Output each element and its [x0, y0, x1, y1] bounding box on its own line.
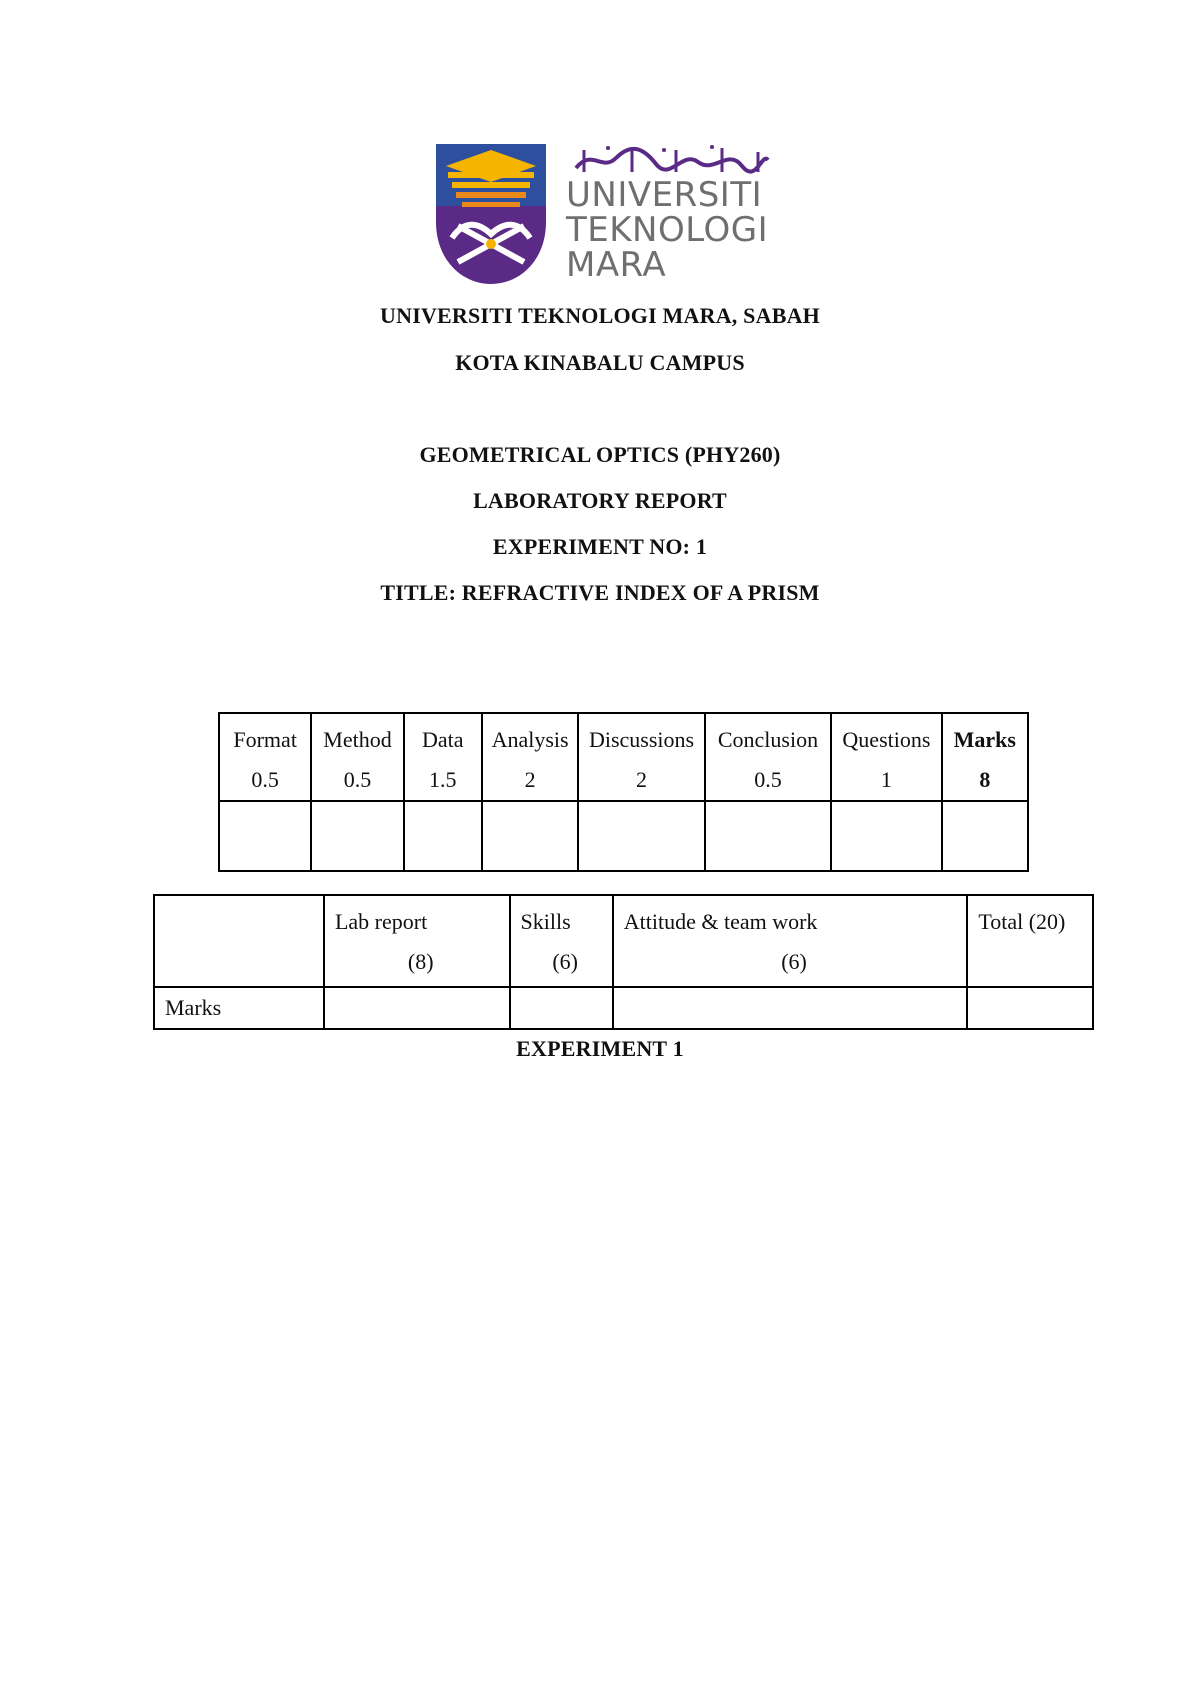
rubric-score-row — [219, 801, 1028, 871]
score-cell — [311, 801, 403, 871]
rubric-cell-data: Data 1.5 — [404, 713, 482, 801]
score-cell — [967, 987, 1093, 1029]
summary-blank-cell — [154, 895, 324, 987]
rubric-cell-conclusion: Conclusion 0.5 — [705, 713, 831, 801]
summary-lab-report: Lab report (8) — [324, 895, 510, 987]
score-cell — [705, 801, 831, 871]
experiment-number: EXPERIMENT NO: 1 — [492, 534, 708, 559]
rubric-table — [218, 712, 1029, 872]
logo-line-mara: MARA — [566, 245, 667, 285]
score-cell — [942, 801, 1028, 871]
logo-wordmark — [566, 175, 786, 285]
score-cell — [613, 987, 968, 1029]
logo-line-teknologi: TEKNOLOGI — [566, 210, 769, 250]
course-name: GEOMETRICAL OPTICS (PHY260) — [419, 442, 781, 467]
score-cell — [482, 801, 578, 871]
summary-table — [153, 894, 1094, 1030]
jawi-script-icon — [572, 142, 772, 178]
score-cell — [324, 987, 510, 1029]
university-logo — [434, 142, 774, 286]
university-crest-icon — [434, 142, 548, 286]
rubric-header-row — [219, 713, 1028, 801]
logo-line-universiti: UNIVERSITI — [566, 175, 763, 215]
campus-name: KOTA KINABALU CAMPUS — [455, 350, 745, 375]
rubric-cell-analysis: Analysis 2 — [482, 713, 578, 801]
score-cell — [831, 801, 941, 871]
summary-marks-row — [154, 987, 1093, 1029]
summary-row-label: Marks — [154, 987, 324, 1029]
score-cell — [578, 801, 704, 871]
university-name: UNIVERSITI TEKNOLOGI MARA, SABAH — [380, 303, 820, 328]
arabic-wordmark — [572, 142, 772, 178]
rubric-cell-total-marks: Marks 8 — [942, 713, 1028, 801]
score-cell — [219, 801, 311, 871]
rubric-cell-questions: Questions 1 — [831, 713, 941, 801]
rubric-cell-method: Method 0.5 — [311, 713, 403, 801]
summary-total: Total (20) — [967, 895, 1093, 987]
summary-header-row — [154, 895, 1093, 987]
report-title: TITLE: REFRACTIVE INDEX OF A PRISM — [380, 580, 820, 605]
section-heading: EXPERIMENT 1 — [516, 1036, 684, 1061]
summary-skills: Skills (6) — [510, 895, 613, 987]
score-cell — [404, 801, 482, 871]
score-cell — [510, 987, 613, 1029]
summary-attitude: Attitude & team work (6) — [613, 895, 968, 987]
rubric-cell-format: Format 0.5 — [219, 713, 311, 801]
rubric-cell-discussions: Discussions 2 — [578, 713, 704, 801]
report-type: LABORATORY REPORT — [473, 488, 727, 513]
